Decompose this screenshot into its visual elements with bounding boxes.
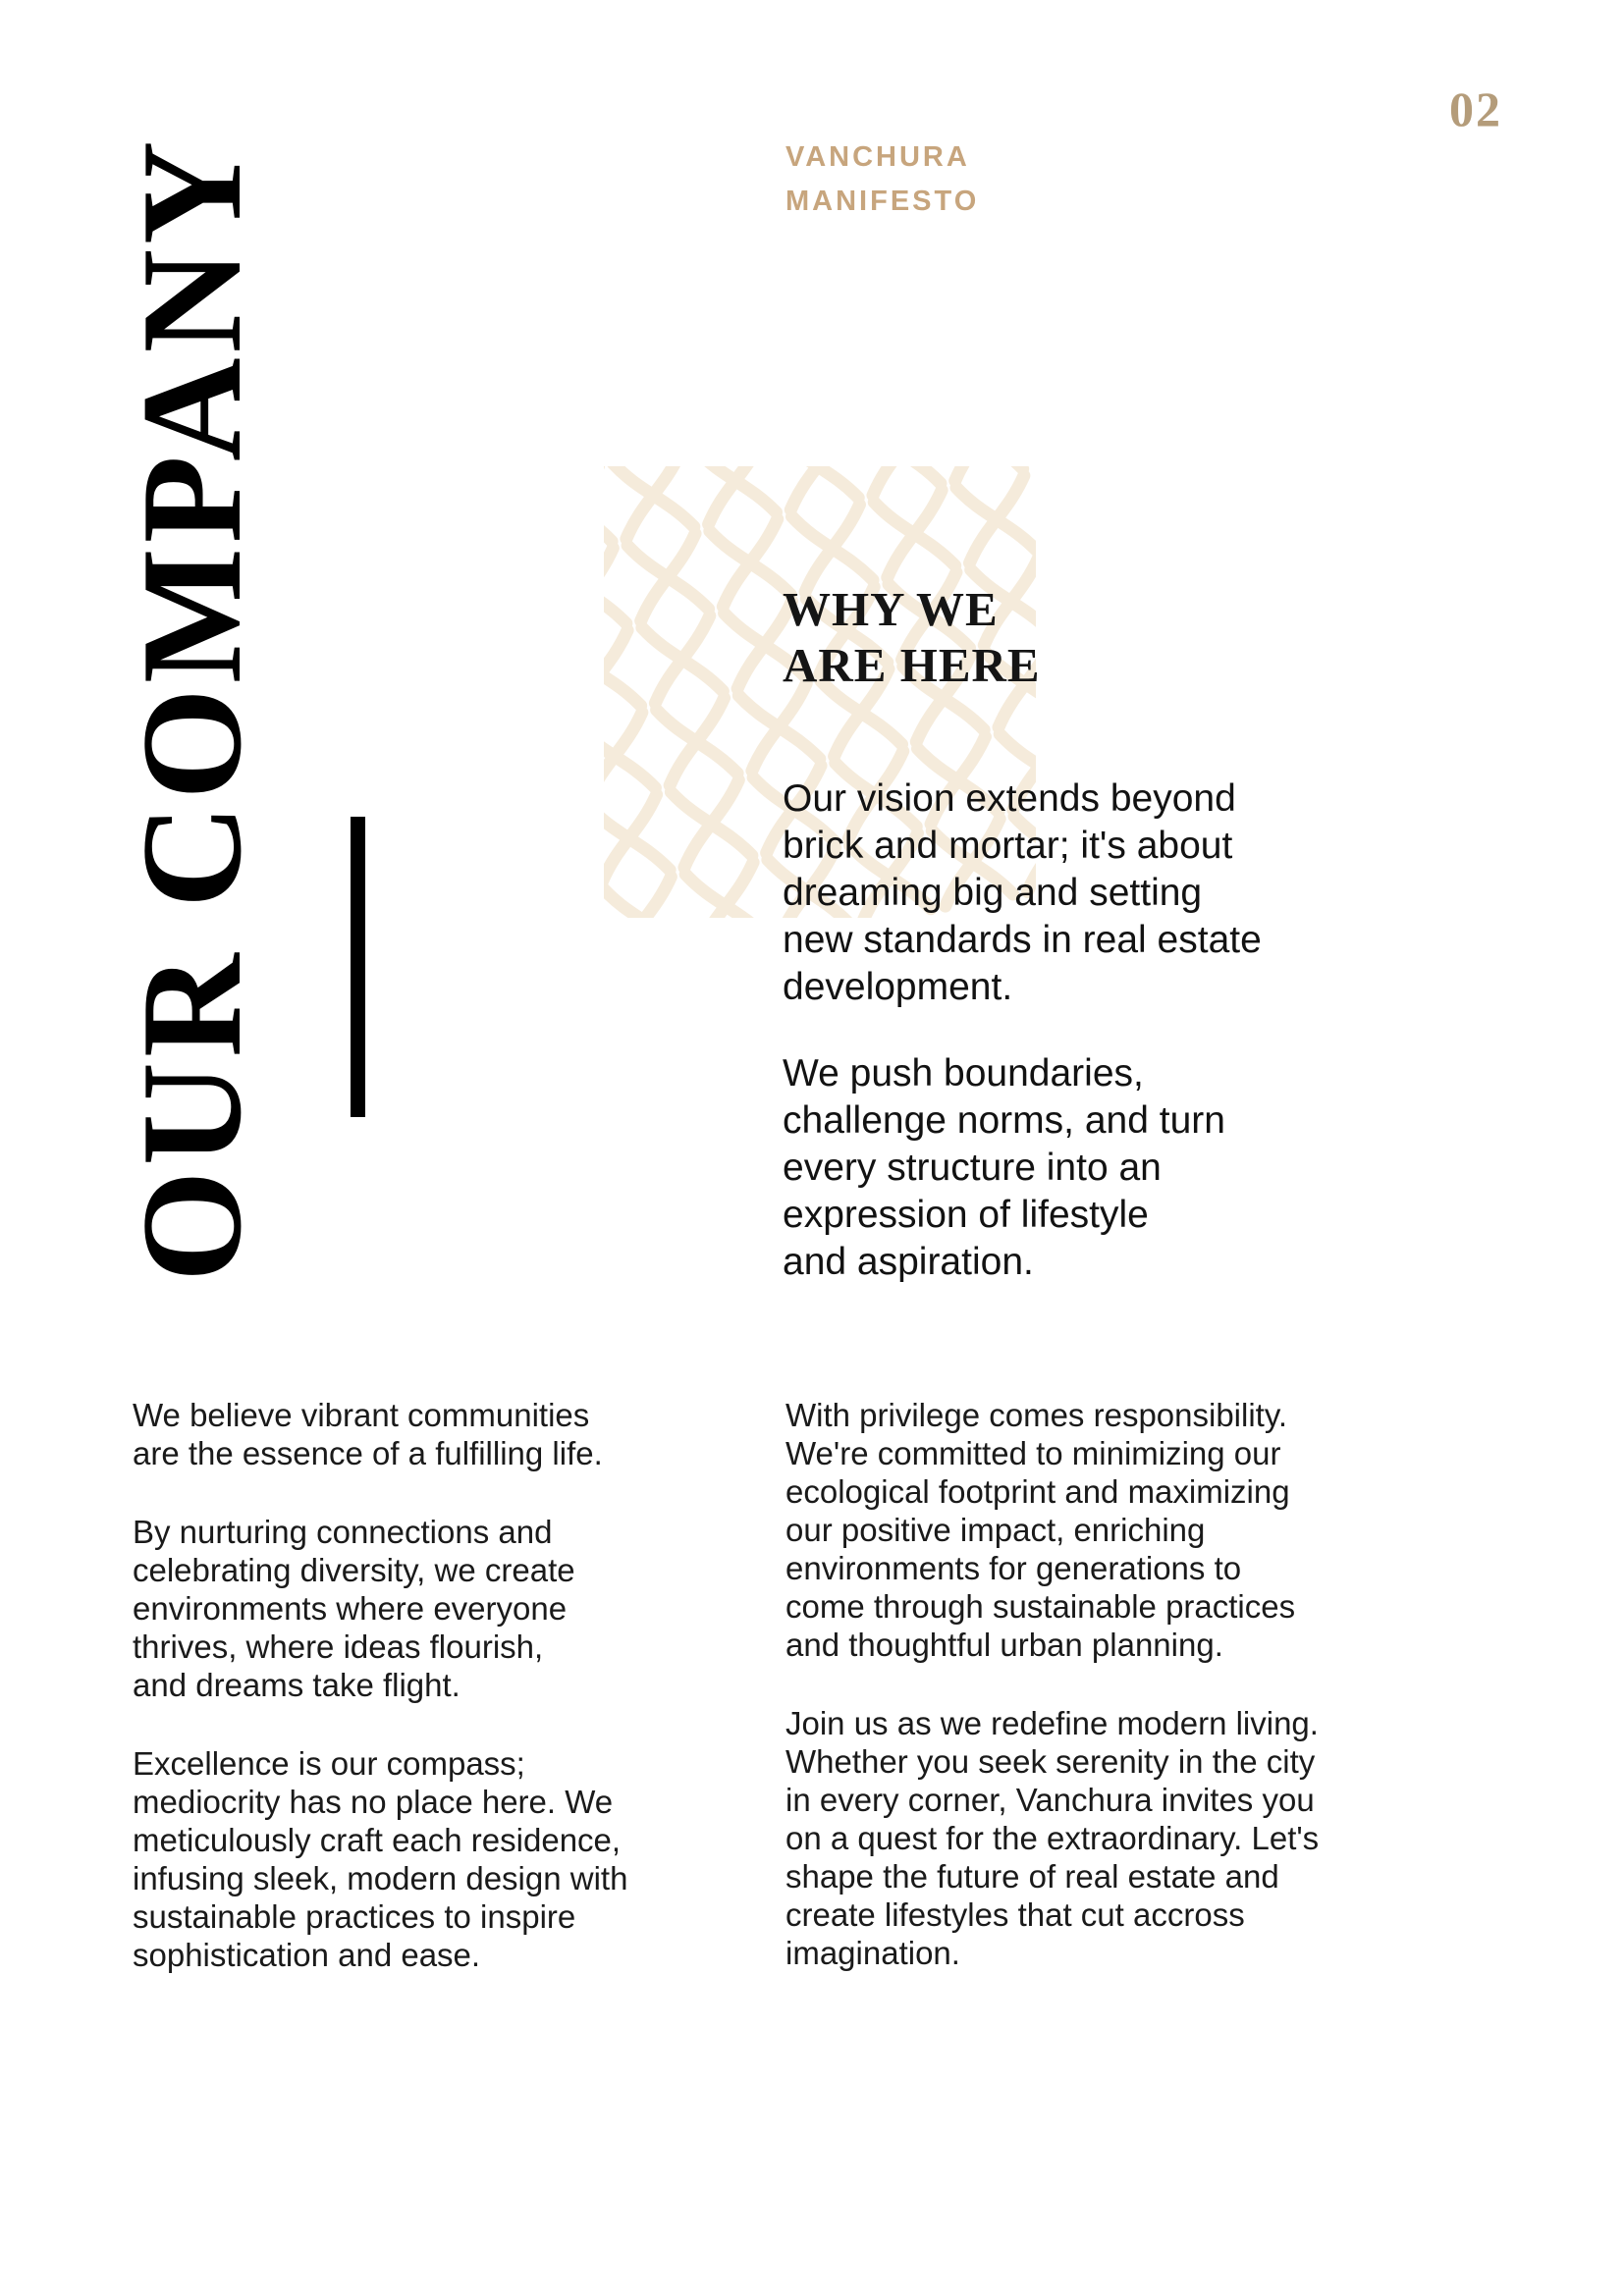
page-number: 02 (1449, 81, 1502, 136)
hero-copy (783, 775, 1381, 1325)
left-paragraph-3: Excellence is our compass; mediocrity has no place here. We meticulously craft each residence, infusing sleek, modern design with sustainable practices to inspire sophistication and ease. (133, 1745, 628, 1973)
left-paragraph-2: By nurturing connections and celebrating diversity, we create environments where everyone thrives, where ideas flourish, and dreams take flight. (133, 1514, 575, 1703)
side-title-vertical: OUR COMPANY (112, 135, 271, 1282)
brand-line-2: MANIFESTO (785, 186, 980, 217)
right-paragraph-2: Join us as we redefine modern living. Whether you seek serenity in the city in every corner, Vanchura invites you on a quest for the extraordinary. Let's shape the future of real estate and create lifestyles that cut accross imagination. (785, 1705, 1320, 1971)
brand-line-1: VANCHURA (785, 141, 970, 173)
brand-header (785, 135, 979, 224)
hero-heading: WHY WE ARE HERE (783, 582, 1041, 692)
body-column-right (785, 1396, 1394, 2012)
hero-paragraph-1: Our vision extends beyond brick and mortar; it's about dreaming big and setting new standards in real estate development. (783, 777, 1262, 1008)
vertical-rule (351, 817, 365, 1117)
body-column-left (133, 1396, 663, 2014)
hero-paragraph-2: We push boundaries, challenge norms, and turn every structure into an expression of lifestyle and aspiration. (783, 1052, 1225, 1283)
left-paragraph-1: We believe vibrant communities are the essence of a fulfilling life. (133, 1397, 603, 1471)
right-paragraph-1: With privilege comes responsibility. We're committed to minimizing our ecological footprint and maximizing our positive impact, enriching environments for generations to come through sustainable practices and thoughtful urban planning. (785, 1397, 1296, 1663)
